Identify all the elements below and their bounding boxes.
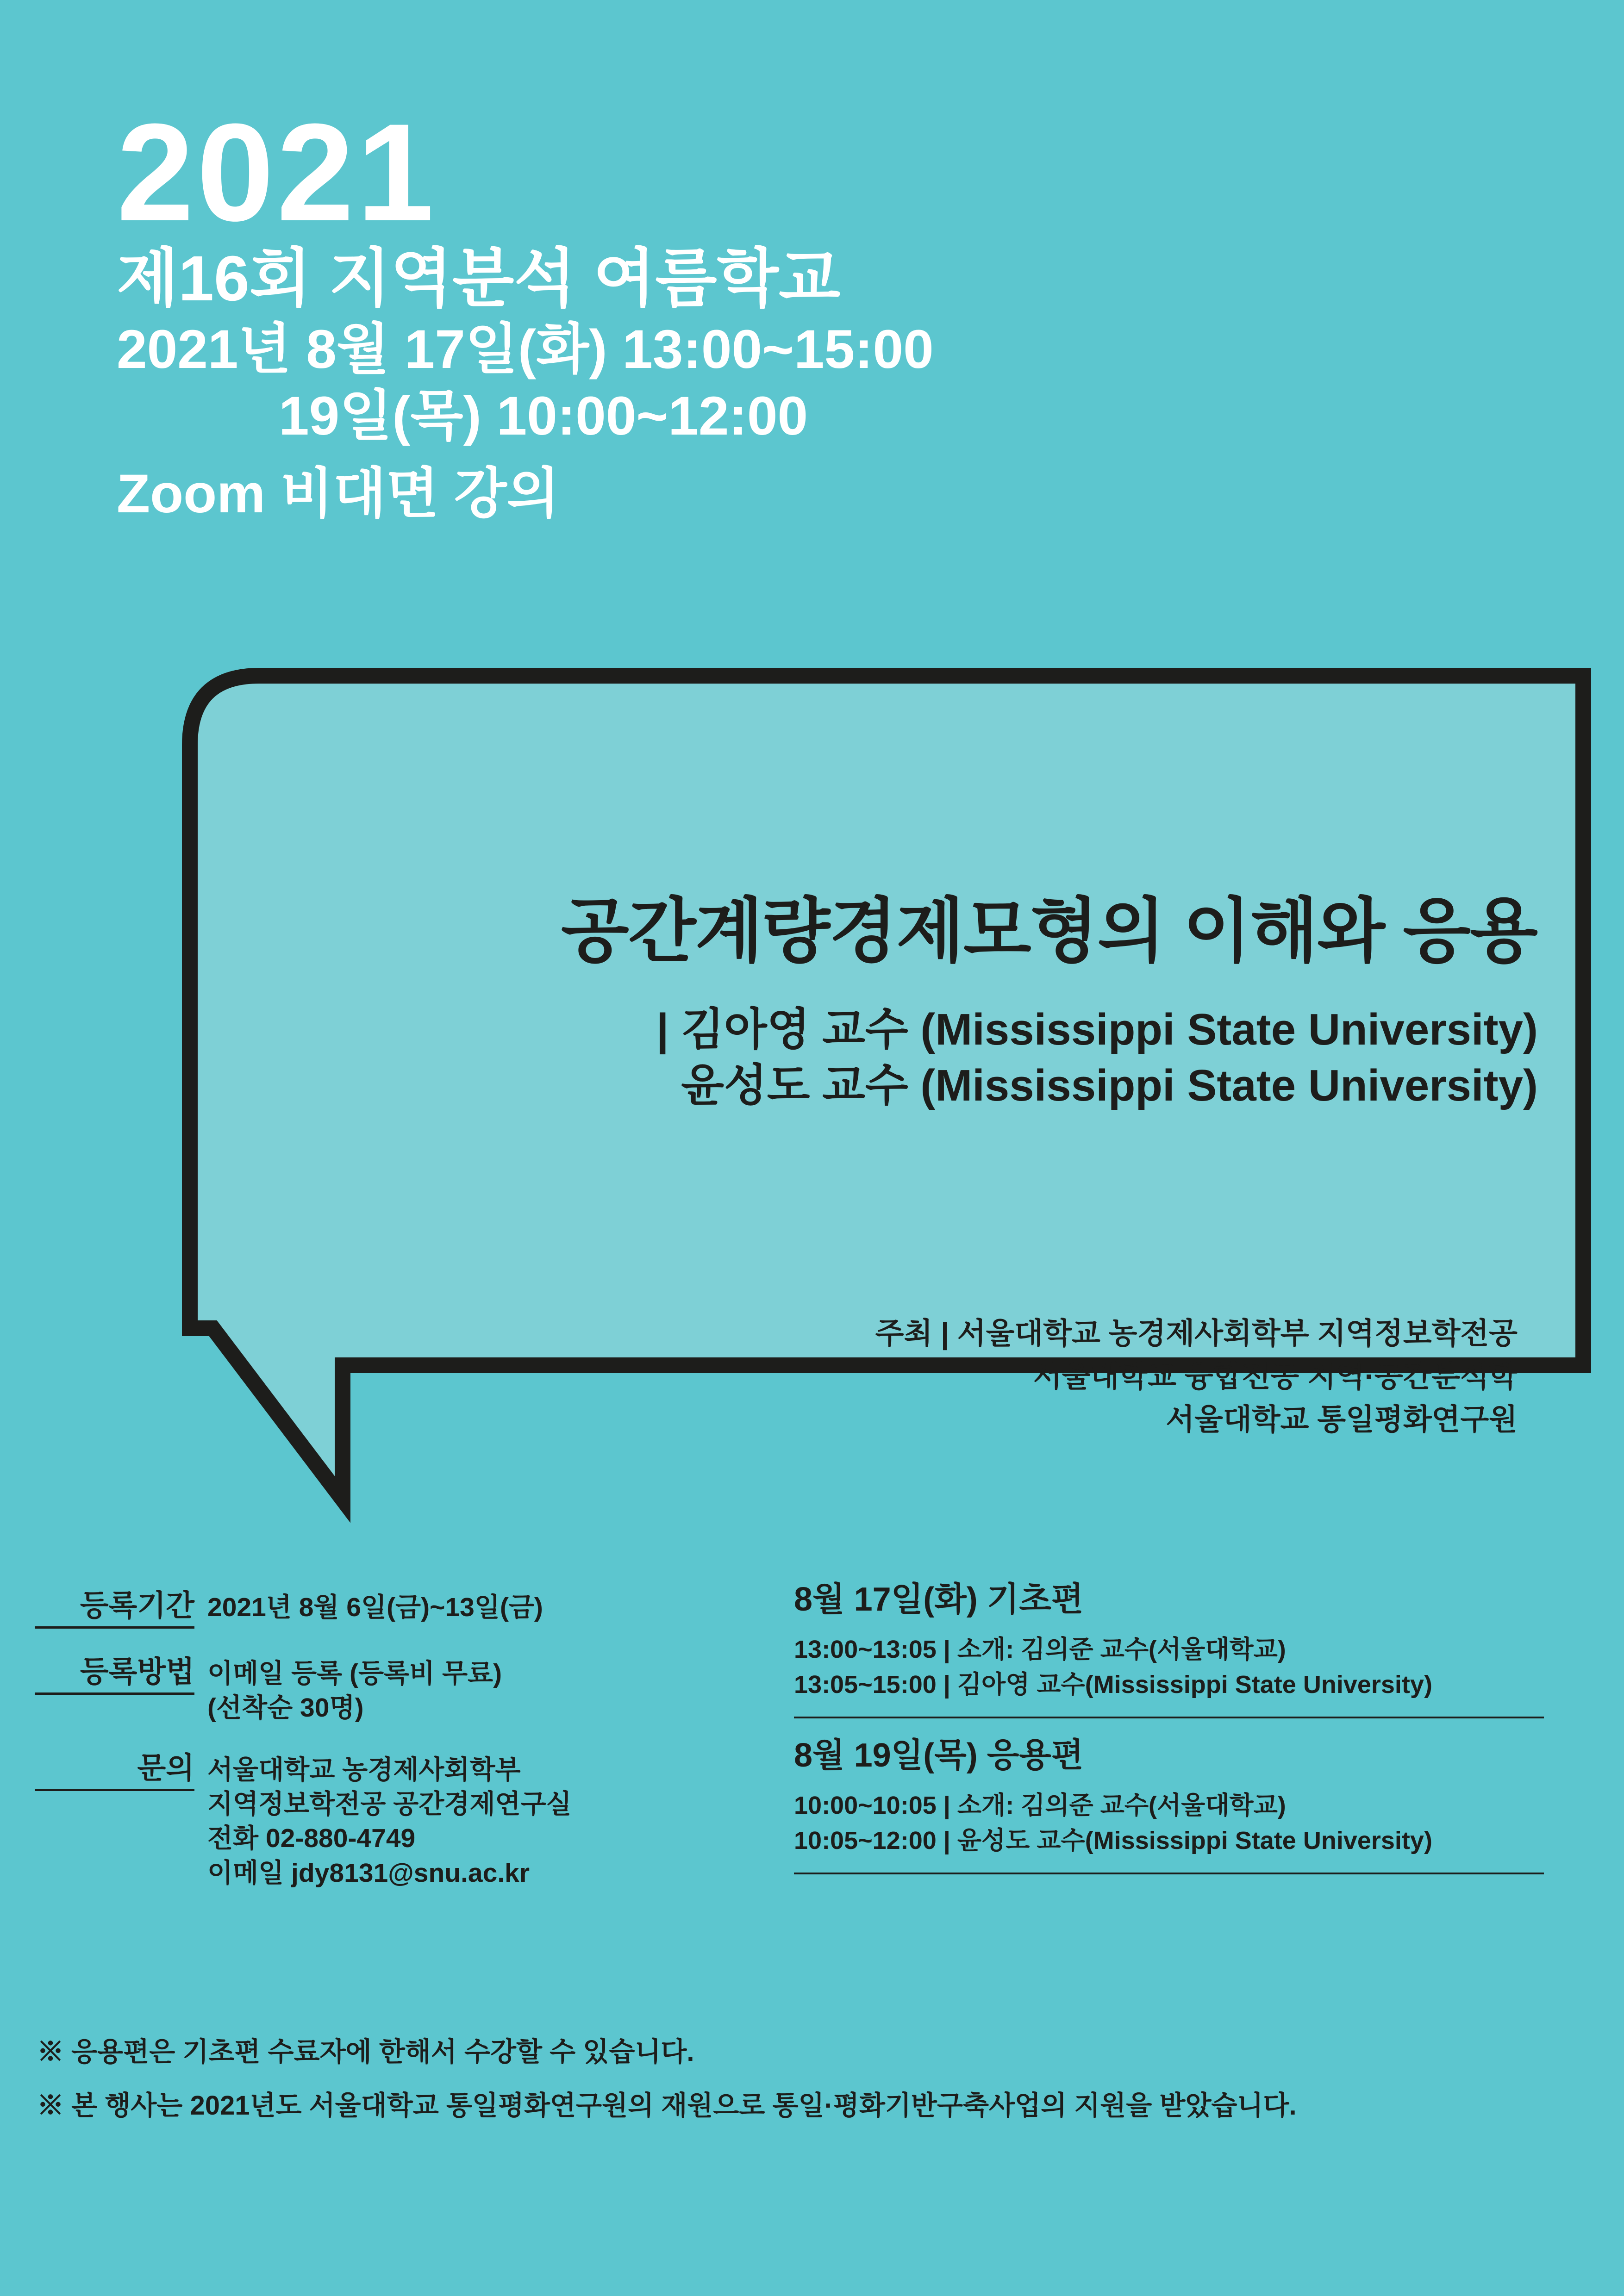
footnote: ※ 응용편은 기초편 수료자에 한해서 수강할 수 있습니다. xyxy=(37,2037,694,2067)
lecture-title: 공간계량경제모형의 이해와 응용 xyxy=(561,892,1537,971)
footnote: ※ 본 행사는 2021년도 서울대학교 통일평화연구원의 재원으로 통일·평화기반구축사업의 지원을 받았습니다. xyxy=(37,2091,1297,2121)
host-line: 주최 | 서울대학교 농경제사회학부 지역정보학전공 xyxy=(875,1317,1518,1350)
speaker-item: | 김아영 교수 (Mississippi State University) xyxy=(656,1005,1538,1054)
session-divider xyxy=(794,1717,1544,1718)
date-line-second: 19일(목) 10:00~12:00 xyxy=(279,385,808,447)
venue-line: Zoom 비대면 강의 xyxy=(117,463,560,524)
schedule-session-basic xyxy=(794,1578,1544,1703)
info-value-line: 서울대학교 농경제사회학부 xyxy=(207,1755,521,1785)
session-item: 13:05~15:00 | 김아영 교수(Mississippi State University) xyxy=(794,1671,1432,1699)
poster-header xyxy=(117,94,1320,528)
footnotes xyxy=(37,2034,1588,2142)
date-line-first: 2021년 8월 17일(화) 13:00~15:00 xyxy=(117,318,934,380)
info-value-line: 지역정보학전공 공간경제연구실 xyxy=(207,1789,572,1819)
session-divider xyxy=(794,1873,1544,1874)
speaker-list xyxy=(656,1002,1538,1114)
info-value-line: (선착순 30명) xyxy=(207,1693,364,1723)
info-value-line-email[interactable]: 이메일 jdy8131@snu.ac.kr xyxy=(207,1858,530,1888)
info-value-line: 2021년 8월 6일(금)~13일(금) xyxy=(207,1593,543,1622)
session-title: 8월 17일(화) 기초편 xyxy=(794,1581,1084,1618)
info-value xyxy=(207,1750,572,1890)
info-row-registration-period xyxy=(35,1587,757,1629)
info-row-registration-method xyxy=(35,1654,757,1725)
info-value xyxy=(207,1654,502,1725)
page-title: 제16회 지역분석 여름학교 xyxy=(117,243,841,314)
info-label: 문의 xyxy=(35,1750,194,1791)
speech-bubble-content xyxy=(176,662,1597,1384)
host-line: 서울대학교 통일평화연구원 xyxy=(1166,1402,1518,1436)
speaker-item: 윤성도 교수 (Mississippi State University) xyxy=(681,1060,1538,1110)
session-item: 10:05~12:00 | 윤성도 교수(Mississippi State University) xyxy=(794,1827,1432,1855)
info-label: 등록기간 xyxy=(35,1587,194,1629)
info-label: 등록방법 xyxy=(35,1654,194,1695)
year-heading: 2021 xyxy=(117,94,437,250)
schedule-section xyxy=(794,1578,1544,1890)
host-line: 서울대학교 융합전공 지역·공간분석학 xyxy=(1033,1359,1518,1393)
info-value-line: 이메일 등록 (등록비 무료) xyxy=(207,1659,502,1689)
session-title: 8월 19일(목) 응용편 xyxy=(794,1736,1084,1774)
info-value-line-phone: 전화 02-880-4749 xyxy=(207,1823,416,1854)
info-value xyxy=(207,1587,543,1624)
session-item: 10:00~10:05 | 소개: 김의준 교수(서울대학교) xyxy=(794,1791,1286,1819)
registration-info xyxy=(35,1587,757,1915)
session-item: 13:00~13:05 | 소개: 김의준 교수(서울대학교) xyxy=(794,1635,1286,1663)
host-organizations xyxy=(875,1312,1518,1441)
info-row-contact xyxy=(35,1750,757,1890)
schedule-session-applied xyxy=(794,1734,1544,1859)
